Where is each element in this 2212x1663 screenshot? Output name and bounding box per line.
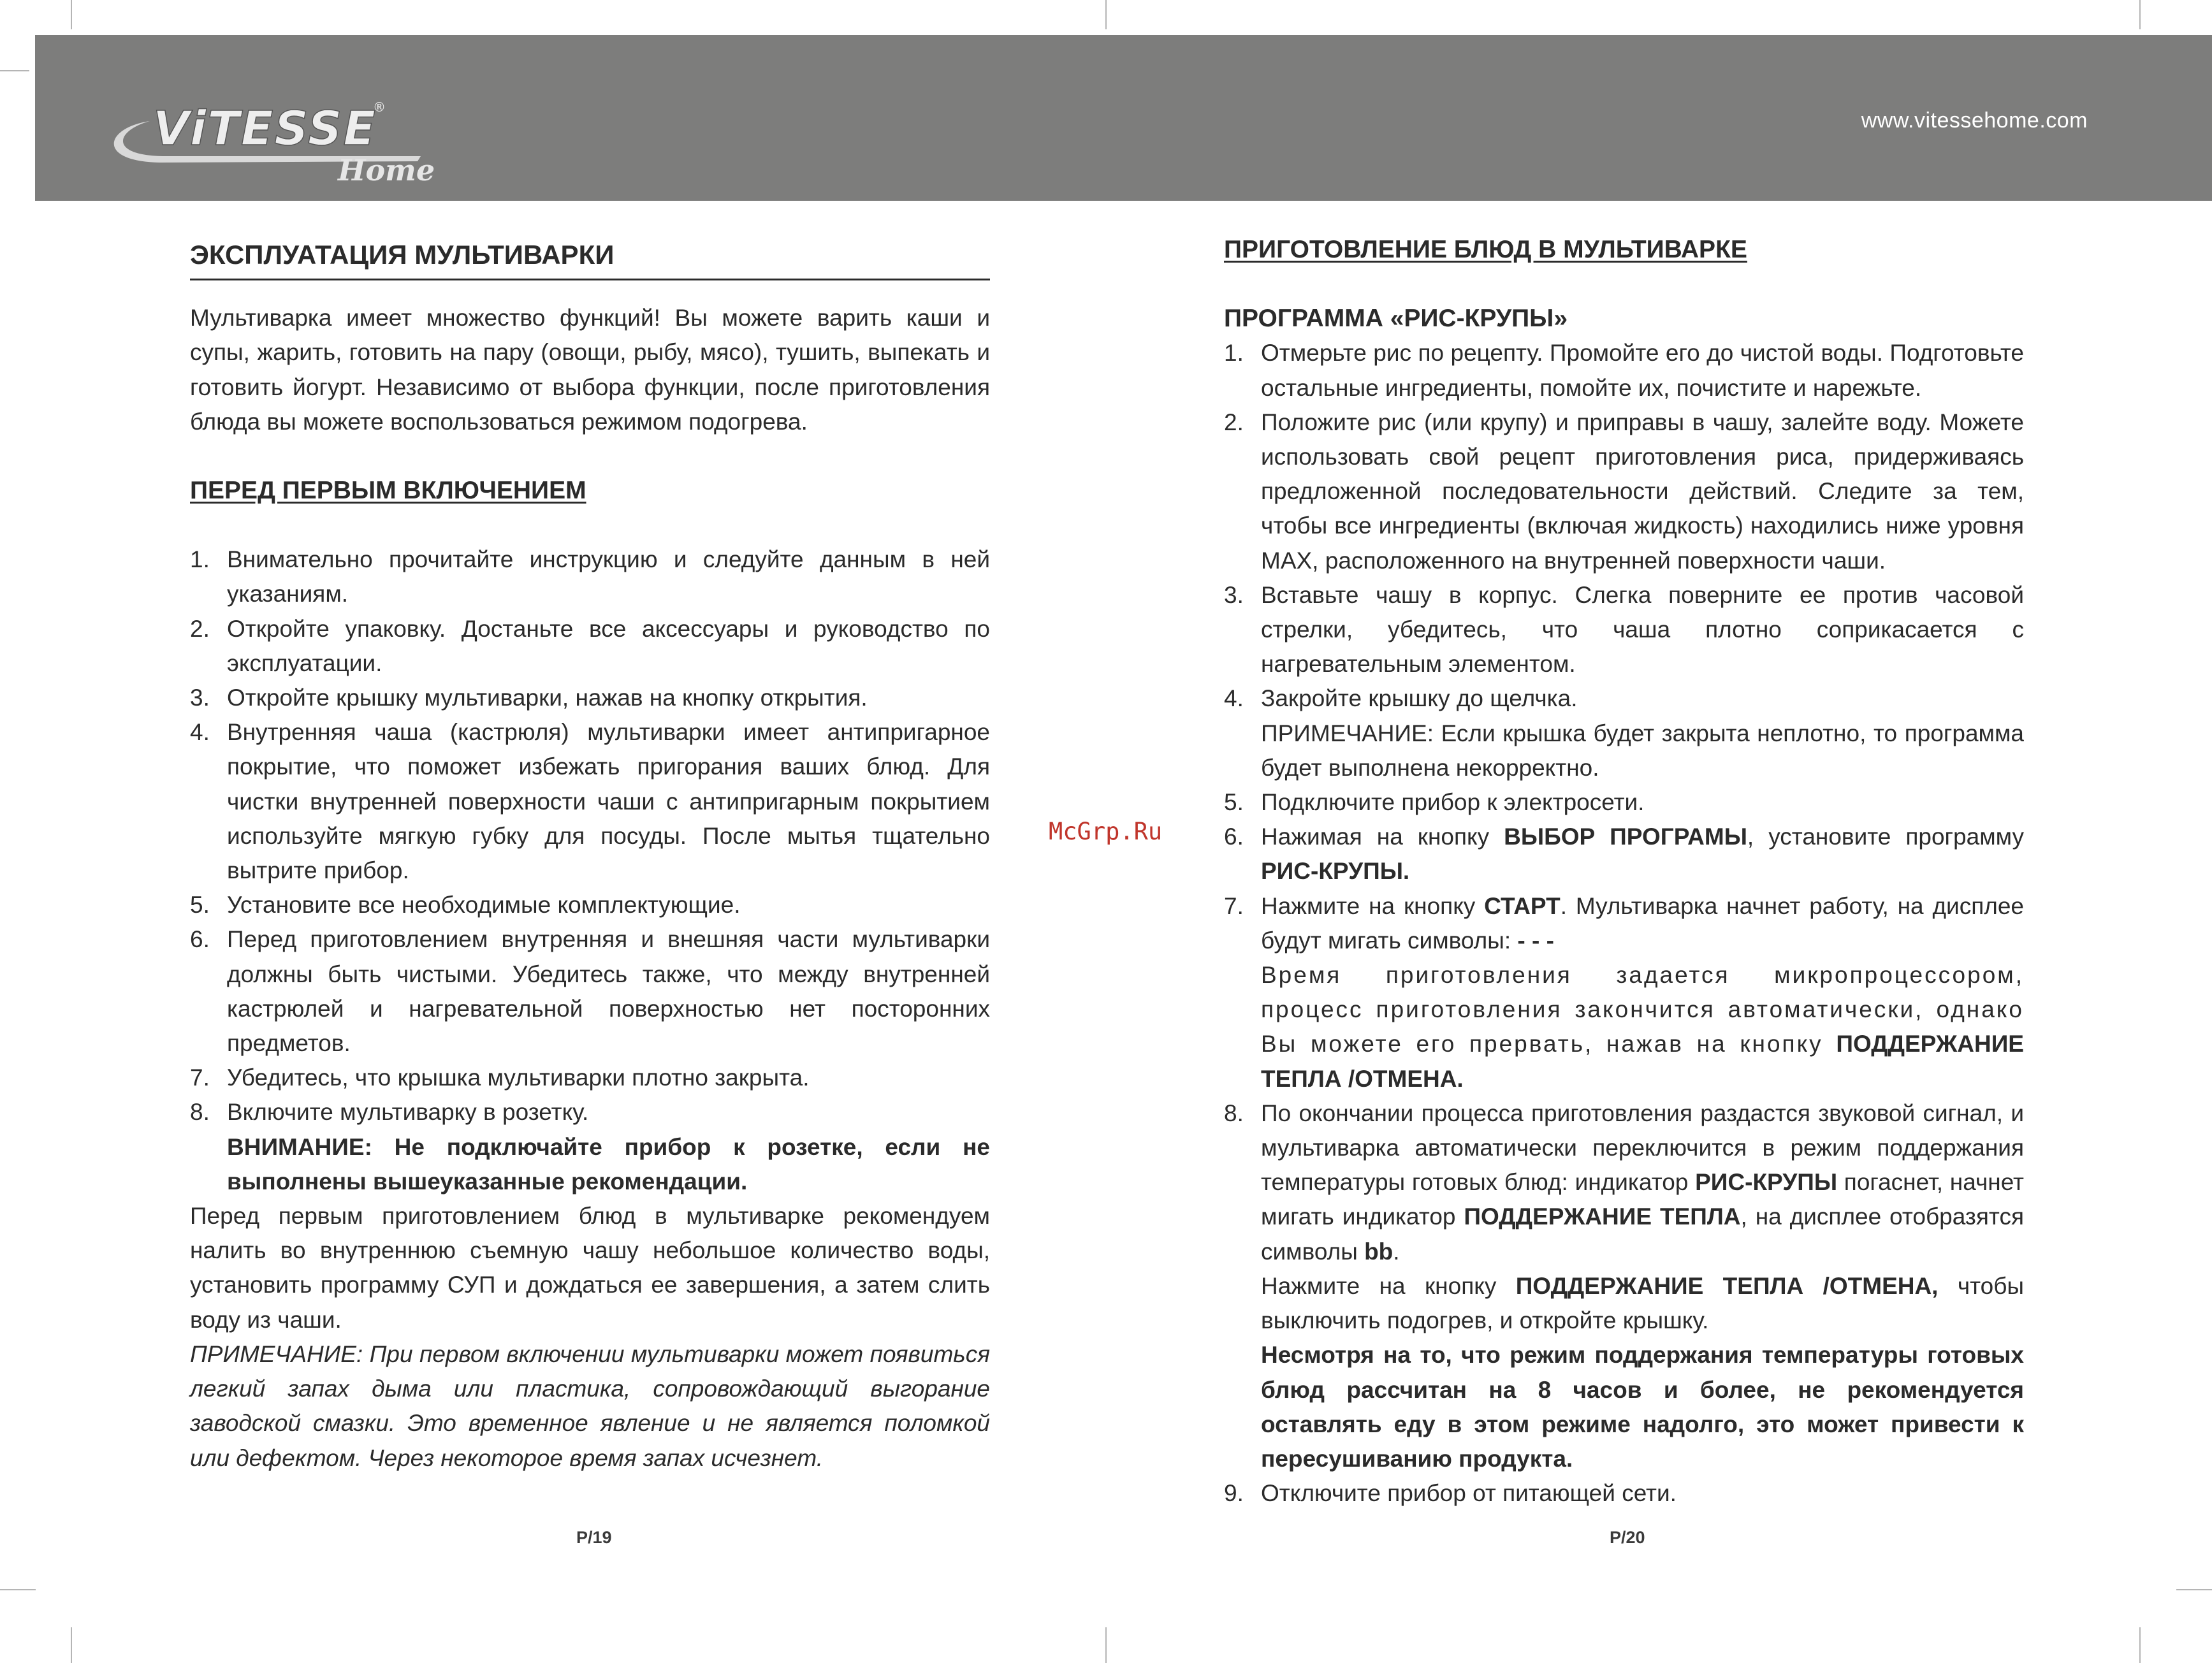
list-item	[1224, 785, 2024, 820]
crop-mark	[2176, 1589, 2212, 1590]
item-text: Закройте крышку до щелчка.	[1261, 685, 1578, 712]
list-item	[1224, 405, 2024, 578]
button-name: ВЫБОР ПРОГРАМЫ	[1504, 824, 1747, 850]
item-text: .	[1393, 1238, 1400, 1265]
left-page	[190, 233, 990, 1476]
list-item	[190, 612, 990, 681]
item-text: Вставьте чашу в корпус. Слегка поверните ее против часовой стрелки, убедитесь, что чаша плотно соприкасается с нагревательным элементом.	[1261, 581, 2024, 678]
item-number: 3.	[190, 685, 210, 711]
intro-paragraph: Мультиварка имеет множество функций! Вы можете варить каши и супы, жарить, готовить на пару (овощи, рыбу, мясо), тушить, выпекать и готовить йогурт. Независимо от выбора функции, после приготовления блюда вы можете воспользоваться режимом подогрева.	[190, 305, 990, 435]
list-item	[1224, 336, 2024, 405]
crop-mark	[0, 70, 29, 71]
item-number: 4.	[190, 719, 210, 746]
program-name: РИС-КРУПЫ	[1261, 858, 1403, 885]
after-text: Перед первым приготовлением блюд в мультиварке рекомендуем налить во внутреннюю съемную чашу небольшое количество воды, установить программу СУП и дождаться ее завершения, а затем слить воду из чаши.	[190, 1203, 990, 1333]
list-item	[190, 922, 990, 1061]
button-name: СТАРТ	[1484, 892, 1561, 919]
left-page-title: ЭКСПЛУАТАЦИЯ МУЛЬТИВАРКИ	[190, 233, 990, 280]
item-text: Положите рис (или крупу) и приправы в чашу, залейте воду. Можете использовать свой рецепт приготовления риса, придерживаясь предложенной последовательности действий. Следите за тем, чтобы все ингредиенты (включая жидкость) находились ниже уровня MAX, расположенного на внутренней поверхности чаши.	[1261, 409, 2024, 574]
item-number: 3.	[1224, 581, 1244, 608]
logo-sub-text: Home	[338, 153, 435, 187]
warning-text: Несмотря на то, что режим поддержания температуры готовых блюд рассчитан на 8 часов и более, не рекомендуется оставлять еду в этом режиме надолго, это может привести к пересушиванию продукта.	[1261, 1342, 2024, 1472]
item-number: 8.	[1224, 1100, 1244, 1126]
program-title: ПРОГРАММА «РИС-КРУПЫ»	[1224, 305, 1568, 333]
item-text: Включите мультиварку в розетку.	[227, 1099, 589, 1126]
vitesse-logo	[89, 61, 446, 188]
item-text: Отключите прибор от питающей сети.	[1261, 1480, 1677, 1507]
item-number: 1.	[190, 546, 210, 573]
item-number: 4.	[1224, 685, 1244, 712]
setup-list	[190, 542, 990, 1129]
list-item	[1224, 889, 2024, 958]
item-number: 7.	[1224, 892, 1244, 919]
list-item	[1224, 820, 2024, 889]
item-number: 5.	[190, 892, 210, 919]
list-item	[190, 1061, 990, 1095]
logo-registered-mark: ®	[373, 99, 386, 115]
list-item	[1224, 1096, 2024, 1269]
item-text: По окончании процесса приготовления раздастся звуковой сигнал, и мультиварка автоматически переключится в режим поддержания температуры готовых блюд: индикатор	[1261, 1100, 2024, 1196]
indicator-name: РИС-КРУПЫ	[1695, 1169, 1838, 1196]
crop-mark	[0, 1589, 36, 1590]
item-text: Нажмите на кнопку	[1261, 1272, 1516, 1299]
crop-mark	[2139, 1627, 2141, 1663]
item-number: 5.	[1224, 789, 1244, 816]
item-text: погаснет, начнет мигать индикатор	[1261, 1169, 2025, 1230]
item-number: 7.	[190, 1064, 210, 1091]
item-text: . Мультиварка начнет работу, на дисплее будут мигать символы:	[1261, 892, 2025, 954]
list-item	[190, 715, 990, 888]
item-text: Нажмите на кнопку	[1261, 892, 1485, 919]
page-number-right: P/20	[1610, 1528, 1645, 1547]
note-text: ПРИМЕЧАНИЕ: При первом включении мультиварки может появиться легкий запах дыма или пластика, сопровождающий выгорание заводской смазки. Это временное явление и не является поломкой или дефектом. Через некоторое время запах исчезнет.	[190, 1340, 990, 1471]
item-number: 2.	[190, 615, 210, 642]
right-page-title: ПРИГОТОВЛЕНИЕ БЛЮД В МУЛЬТИВАРКЕ	[1224, 236, 1747, 263]
button-name: ПОДДЕРЖАНИЕ ТЕПЛА /ОТМЕНА,	[1515, 1272, 1939, 1299]
item-text: Отмерьте рис по рецепту. Промойте его до чистой воды. Подготовьте остальные ингредиенты, помойте их, почистите и нарежьте.	[1261, 340, 2024, 401]
crop-mark	[2139, 0, 2141, 29]
list-item	[190, 542, 990, 611]
page-number-left: P/19	[576, 1528, 612, 1547]
website-url[interactable]: www.vitessehome.com	[1861, 108, 2088, 133]
item-note: ПРИМЕЧАНИЕ: Если крышка будет закрыта неплотно, то программа будет выполнена некорректно.	[1261, 720, 2024, 781]
item-text: Внимательно прочитайте инструкцию и следуйте данным в ней указаниям.	[227, 546, 990, 607]
right-page	[1224, 233, 2024, 1511]
watermark: McGrp.Ru	[1049, 818, 1163, 845]
item-number: 6.	[1224, 824, 1244, 850]
item-subtext	[1224, 958, 2024, 1096]
indicator-name: ПОДДЕРЖАНИЕ ТЕПЛА	[1464, 1203, 1741, 1230]
crop-mark	[1105, 1627, 1107, 1663]
item-text: Установите все необходимые комплектующие.	[227, 892, 741, 919]
item-number: 1.	[1224, 340, 1244, 367]
button-name: ПОДДЕРЖАНИЕ ТЕПЛА /ОТМЕНА.	[1261, 1031, 2024, 1092]
display-symbols: - - -	[1517, 927, 1554, 954]
logo-brand-text: ViTESSE	[153, 101, 377, 156]
item-text: Убедитесь, что крышка мультиварки плотно закрыта.	[227, 1064, 810, 1091]
list-item	[1224, 1476, 2024, 1511]
item-text: Внутренняя чаша (кастрюля) мультиварки имеет антипригарное покрытие, что поможет избежать пригорания ваших блюд. Для чистки внутренней поверхности чаши с антипригарным покрытием используйте мягкую губку для посуды. После мытья тщательно вытрите прибор.	[227, 719, 990, 884]
item-number: 9.	[1224, 1480, 1244, 1507]
list-item	[190, 888, 990, 922]
item-text: Подключите прибор к электросети.	[1261, 789, 1645, 816]
list-item	[1224, 681, 2024, 716]
crop-mark	[71, 0, 72, 29]
item-number: 2.	[1224, 409, 1244, 435]
item-text: Откройте крышку мультиварки, нажав на кнопку открытия.	[227, 685, 868, 711]
item-number: 8.	[190, 1099, 210, 1126]
list-item	[1224, 578, 2024, 682]
item-text: .	[1402, 858, 1410, 885]
item-text: Перед приготовлением внутренняя и внешняя части мультиварки должны быть чистыми. Убедитесь также, что между внутренней кастрюлей и нагревательной поверхностью нет посторонних предметов.	[227, 926, 990, 1057]
item-text: , установите программу	[1747, 824, 2024, 850]
section-title: ПЕРЕД ПЕРВЫМ ВКЛЮЧЕНИЕМ	[190, 477, 586, 505]
item-text: , на дисплее отобразятся символы	[1261, 1203, 2024, 1265]
list-item	[190, 1095, 990, 1129]
item-number: 6.	[190, 926, 210, 953]
item-text: Время приготовления задается микропроцессором, процесс приготовления закончится автоматически, однако Вы можете его прервать, нажав на кнопку	[1261, 962, 2024, 1057]
item-text: чтобы выключить подогрев, и откройте крышку.	[1261, 1272, 2024, 1334]
crop-mark	[1105, 0, 1107, 29]
crop-mark	[71, 1627, 72, 1663]
display-symbols: bb	[1364, 1238, 1393, 1265]
warning-text: ВНИМАНИЕ: Не подключайте прибор к розетке, если не выполнены вышеуказанные рекомендации.	[227, 1133, 990, 1195]
item-text: Откройте упаковку. Достаньте все аксессуары и руководство по эксплуатации.	[227, 615, 990, 676]
item-subtext	[1224, 1269, 2024, 1338]
item-text: Нажимая на кнопку	[1261, 824, 1504, 850]
list-item	[190, 681, 990, 715]
